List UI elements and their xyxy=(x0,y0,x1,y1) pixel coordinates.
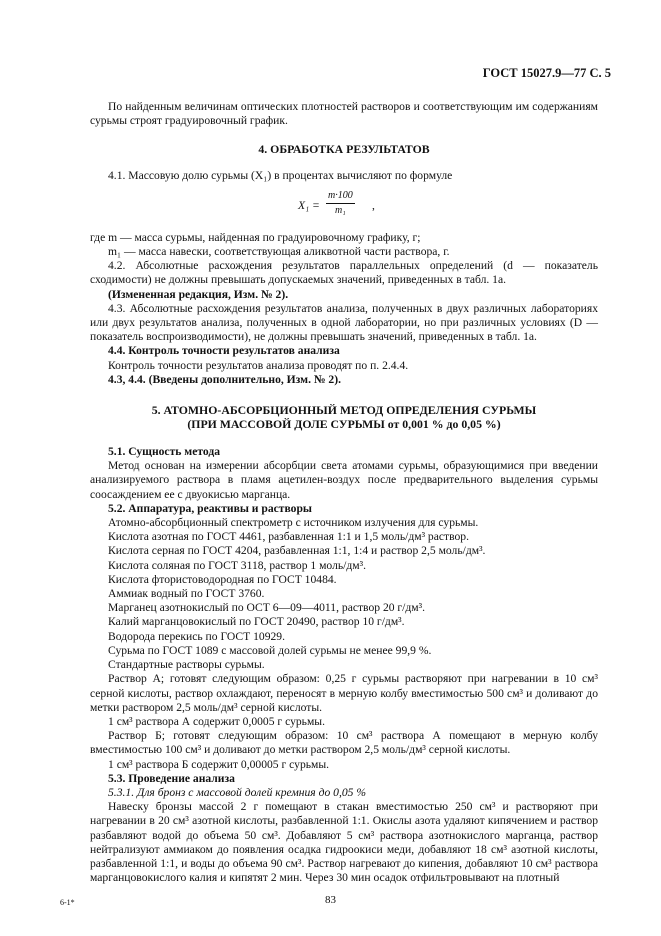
where-m: где m — масса сурьмы, найденная по градуировочному графику, г; xyxy=(90,230,421,244)
reagent-item: Марганец азотнокислый по ОСТ 6—09—4011, раствор 20 г/дм³. xyxy=(108,601,426,615)
formula-denominator: m₁ xyxy=(335,205,346,217)
paragraph-4-1: 4.1. Массовую долю сурьмы (X₁) в процентах вычисляют по формуле xyxy=(108,168,453,182)
reagent-item: Кислота азотная по ГОСТ 4461, разбавленная 1:1 и 1,5 моль/дм³ раствор. xyxy=(108,530,469,544)
reagent-item: Кислота фтористоводородная по ГОСТ 10484. xyxy=(108,572,337,586)
paragraph-5-3-1: Навеску бронзы массой 2 г помещают в стакан вместимостью 250 см³ и растворяют при нагревании в 20 см³ азотной кислоты, разбавленной 1:1. Окислы азота удаляют кипячением и раствор разбавляют водой до объема 50 см³. Добавляют 5 см³ раствора азотнокислого марганца, раствор нейтрализуют аммиаком до появления осадка гидроокиси меди, добавляют 18 см³ азотной кислоты, разбавленной 1:1, и воды до объема 90 см³. Раствор нагревают до кипения, добавляют 10 см³ раствора марганцовокислого калия и кипятят 2 мин. Через 30 мин осадок отфильтровывают на плотный xyxy=(90,800,598,885)
footer-signature: 6-1* xyxy=(60,898,75,907)
reagent-item: Стандартные растворы сурьмы. xyxy=(108,658,265,672)
section-5-title-line2: (ПРИ МАССОВОЙ ДОЛЕ СУРЬМЫ от 0,001 % до 0,05 %) xyxy=(187,417,501,432)
formula xyxy=(90,189,598,225)
reagent-item: Калий марганцовокислый по ГОСТ 20490, раствор 10 г/дм³. xyxy=(108,615,405,629)
solution-b: Раствор Б; готовят следующим образом: 10 см³ раствора А помещают в мерную колбу вместимостью 100 см³ и доливают до метки раствором 2,5 моль/дм³ серной кислоты. xyxy=(90,729,598,757)
paragraph-5-3-1-title: 5.3.1. Для бронз с массовой долей кремния до 0,05 % xyxy=(108,785,366,799)
paragraph-4-4: Контроль точности результатов анализа проводят по п. 2.4.4. xyxy=(108,358,409,372)
solution-b-note: 1 см³ раствора Б содержит 0,00005 г сурьмы. xyxy=(108,757,330,771)
running-header: ГОСТ 15027.9—77 С. 5 xyxy=(482,66,611,80)
section-4-title: 4. ОБРАБОТКА РЕЗУЛЬТАТОВ xyxy=(258,142,430,157)
reagent-item: Водорода перекись по ГОСТ 10929. xyxy=(108,629,285,643)
where-m1: m₁ — масса навески, соответствующая аликвотной части раствора, г. xyxy=(108,245,450,259)
paragraph-5-1-title: 5.1. Сущность метода xyxy=(108,445,221,459)
paragraph-4-4-note: 4.3, 4.4. (Введены дополнительно, Изм. № 2). xyxy=(108,372,341,386)
reagent-item: Сурьма по ГОСТ 1089 с массовой долей сурьмы не менее 99,9 %. xyxy=(108,643,432,657)
page-body xyxy=(90,100,598,885)
paragraph-4-3: 4.3. Абсолютные расхождения результатов анализа, полученных в двух различных лабораториях или двух результатов анализа, полученных в одной лаборатории, но при различных условиях (D — показатель воспроизводимости), не должны превышать значений, приведенных в табл. 1а. xyxy=(90,301,598,344)
paragraph-5-1: Метод основан на измерении абсорбции света атомами сурьмы, образующимися при введении анализируемого раствора в пламя ацетилен-воздух после предварительного выделения сурьмы соосаждением ее с двуокисью марганца. xyxy=(90,459,598,501)
paragraph-4-2-note: (Измененная редакция, Изм. № 2). xyxy=(108,287,289,301)
reagent-item: Аммиак водный по ГОСТ 3760. xyxy=(108,587,265,601)
solution-a-note: 1 см³ раствора А содержит 0,0005 г сурьмы. xyxy=(108,714,325,728)
reagent-item: Кислота соляная по ГОСТ 3118, раствор 1 моль/дм³. xyxy=(108,558,366,572)
formula-lhs: X₁ = xyxy=(298,198,320,212)
paragraph-4-2: 4.2. Абсолютные расхождения результатов параллельных определений (d — показатель сходимости) не должны превышать допускаемых значений, приведенных в табл. 1а. xyxy=(90,259,598,287)
solution-a: Раствор А; готовят следующим образом: 0,25 г сурьмы растворяют при нагревании в 10 см³ серной кислоты, раствор охлаждают, переносят в мерную колбу вместимостью 500 см³ и доливают до метки раствором 2,5 моль/дм³ серной кислоты. xyxy=(90,672,598,714)
section-5-title xyxy=(90,403,598,431)
formula-fraction xyxy=(326,189,355,218)
intro-paragraph: По найденным величинам оптических плотностей растворов и соответствующим им содержаниям сурьмы строят градуировочный график. xyxy=(90,100,598,128)
section-5-title-line1: 5. АТОМНО-АБСОРБЦИОННЫЙ МЕТОД ОПРЕДЕЛЕНИЯ СУРЬМЫ xyxy=(151,403,537,418)
formula-tail: , xyxy=(372,198,375,212)
reagent-item: Атомно-абсорбционный спектрометр с источником излучения для сурьмы. xyxy=(108,516,479,530)
formula-numerator: m·100 xyxy=(326,189,355,204)
page-number: 83 xyxy=(325,894,336,906)
reagent-item: Кислота серная по ГОСТ 4204, разбавленная 1:1, 1:4 и раствор 2,5 моль/дм³. xyxy=(108,544,486,558)
paragraph-5-2-title: 5.2. Аппаратура, реактивы и растворы xyxy=(108,501,312,515)
paragraph-5-3-title: 5.3. Проведение анализа xyxy=(108,771,235,785)
paragraph-4-4-title: 4.4. Контроль точности результатов анализа xyxy=(108,344,340,358)
